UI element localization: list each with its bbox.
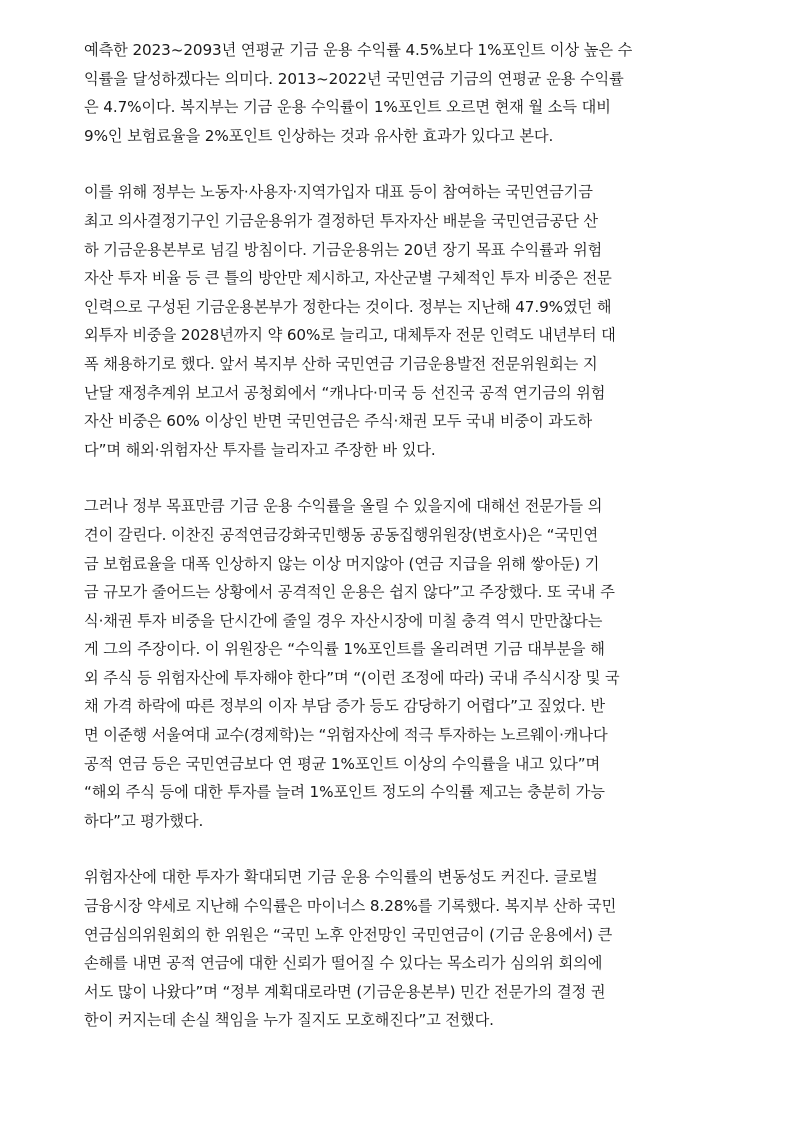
text-line: 이를 위해 정부는 노동자·사용자·지역가입자 대표 등이 참여하는 국민연금기금 bbox=[84, 183, 593, 202]
text-line: 자산 비중은 60% 이상인 반면 국민연금은 주식·채권 모두 국내 비중이 과도하 bbox=[84, 412, 593, 431]
text-line: 연금심의위원회의 한 위원은 “국민 노후 안전망인 국민연금이 (기금 운용에서) 큰 bbox=[84, 925, 613, 944]
text-line: 9%인 보험료율을 2%포인트 인상하는 것과 유사한 효과가 있다고 본다. bbox=[84, 126, 554, 145]
text-line: 다”며 해외·위험자산 투자를 늘리자고 주장한 바 있다. bbox=[84, 440, 436, 459]
paragraph-2 bbox=[84, 178, 714, 464]
text-line: 최고 의사결정기구인 기금운용위가 결정하던 투자자산 배분을 국민연금공단 산 bbox=[84, 211, 598, 230]
text-line: 채 가격 하락에 따른 정부의 이자 부담 증가 등도 감당하기 어렵다”고 짚었다. 반 bbox=[84, 697, 605, 716]
text-line: 위험자산에 대한 투자가 확대되면 기금 운용 수익률의 변동성도 커진다. 글로벌 bbox=[84, 868, 598, 887]
text-line: 게 그의 주장이다. 이 위원장은 “수익률 1%포인트를 올리려면 기금 대부분을 해 bbox=[84, 640, 605, 659]
text-line: “해외 주식 등에 대한 투자를 늘려 1%포인트 정도의 수익률 제고는 충분히 가능 bbox=[84, 783, 605, 802]
text-line: 손해를 내면 공적 연금에 대한 신뢰가 떨어질 수 있다는 목소리가 심의위 회의에 bbox=[84, 954, 603, 973]
text-line: 하다”고 평가했다. bbox=[84, 811, 204, 830]
text-line: 은 4.7%이다. 복지부는 기금 운용 수익률이 1%포인트 오르면 현재 월 소득 대비 bbox=[84, 98, 611, 117]
paragraph-1 bbox=[84, 36, 714, 150]
paragraph-3 bbox=[84, 492, 714, 835]
text-line: 금 규모가 줄어드는 상황에서 공격적인 운용은 쉽지 않다”고 주장했다. 또 국내 주 bbox=[84, 583, 615, 602]
text-line: 외투자 비중을 2028년까지 약 60%로 늘리고, 대체투자 전문 인력도 내년부터 대 bbox=[84, 326, 616, 345]
text-line: 인력으로 구성된 기금운용본부가 정한다는 것이다. 정부는 지난해 47.9%였던 해 bbox=[84, 297, 612, 316]
text-line: 금융시장 약세로 지난해 수익률은 마이너스 8.28%를 기록했다. 복지부 산하 국민 bbox=[84, 897, 617, 916]
text-line: 식·채권 투자 비중을 단시간에 줄일 경우 자산시장에 미칠 충격 역시 만만찮다는 bbox=[84, 611, 603, 630]
text-line: 한이 커지는데 손실 책임을 누가 질지도 모호해진다”고 전했다. bbox=[84, 1011, 494, 1030]
text-line: 외 주식 등 위험자산에 투자해야 한다”며 “(이런 조정에 따라) 국내 주식시장 및 국 bbox=[84, 668, 620, 687]
text-line: 견이 갈린다. 이찬진 공적연금강화국민행동 공동집행위원장(변호사)은 “국민연 bbox=[84, 525, 599, 544]
text-line: 금 보험료율을 대폭 인상하지 않는 이상 머지않아 (연금 지급을 위해 쌓아둔) 기 bbox=[84, 554, 600, 573]
text-line: 면 이준행 서울여대 교수(경제학)는 “위험자산에 적극 투자하는 노르웨이·캐나다 bbox=[84, 726, 608, 745]
text-line: 자산 투자 비율 등 큰 틀의 방안만 제시하고, 자산군별 구체적인 투자 비중은 전문 bbox=[84, 269, 612, 288]
text-line: 하 기금운용본부로 넘길 방침이다. 기금운용위는 20년 장기 목표 수익률과 위험 bbox=[84, 240, 603, 259]
text-line: 예측한 2023~2093년 연평균 기금 운용 수익률 4.5%보다 1%포인트 이상 높은 수 bbox=[84, 41, 633, 59]
paragraph-4 bbox=[84, 863, 714, 1035]
article-body bbox=[84, 36, 714, 1063]
text-line: 공적 연금 등은 국민연금보다 연 평균 1%포인트 이상의 수익률을 내고 있다”며 bbox=[84, 754, 601, 773]
text-line: 익률을 달성하겠다는 의미다. 2013~2022년 국민연금 기금의 연평균 운용 수익률 bbox=[84, 69, 624, 88]
text-line: 서도 많이 나왔다”며 “정부 계획대로라면 (기금운용본부) 민간 전문가의 결정 권 bbox=[84, 982, 606, 1001]
text-line: 그러나 정부 목표만큼 기금 운용 수익률을 올릴 수 있을지에 대해선 전문가들 의 bbox=[84, 497, 603, 516]
text-line: 폭 채용하기로 했다. 앞서 복지부 산하 국민연금 기금운용발전 전문위원회는 지 bbox=[84, 354, 598, 373]
text-line: 난달 재정추계위 보고서 공청회에서 “캐나다·미국 등 선진국 공적 연기금의 위험 bbox=[84, 383, 606, 402]
